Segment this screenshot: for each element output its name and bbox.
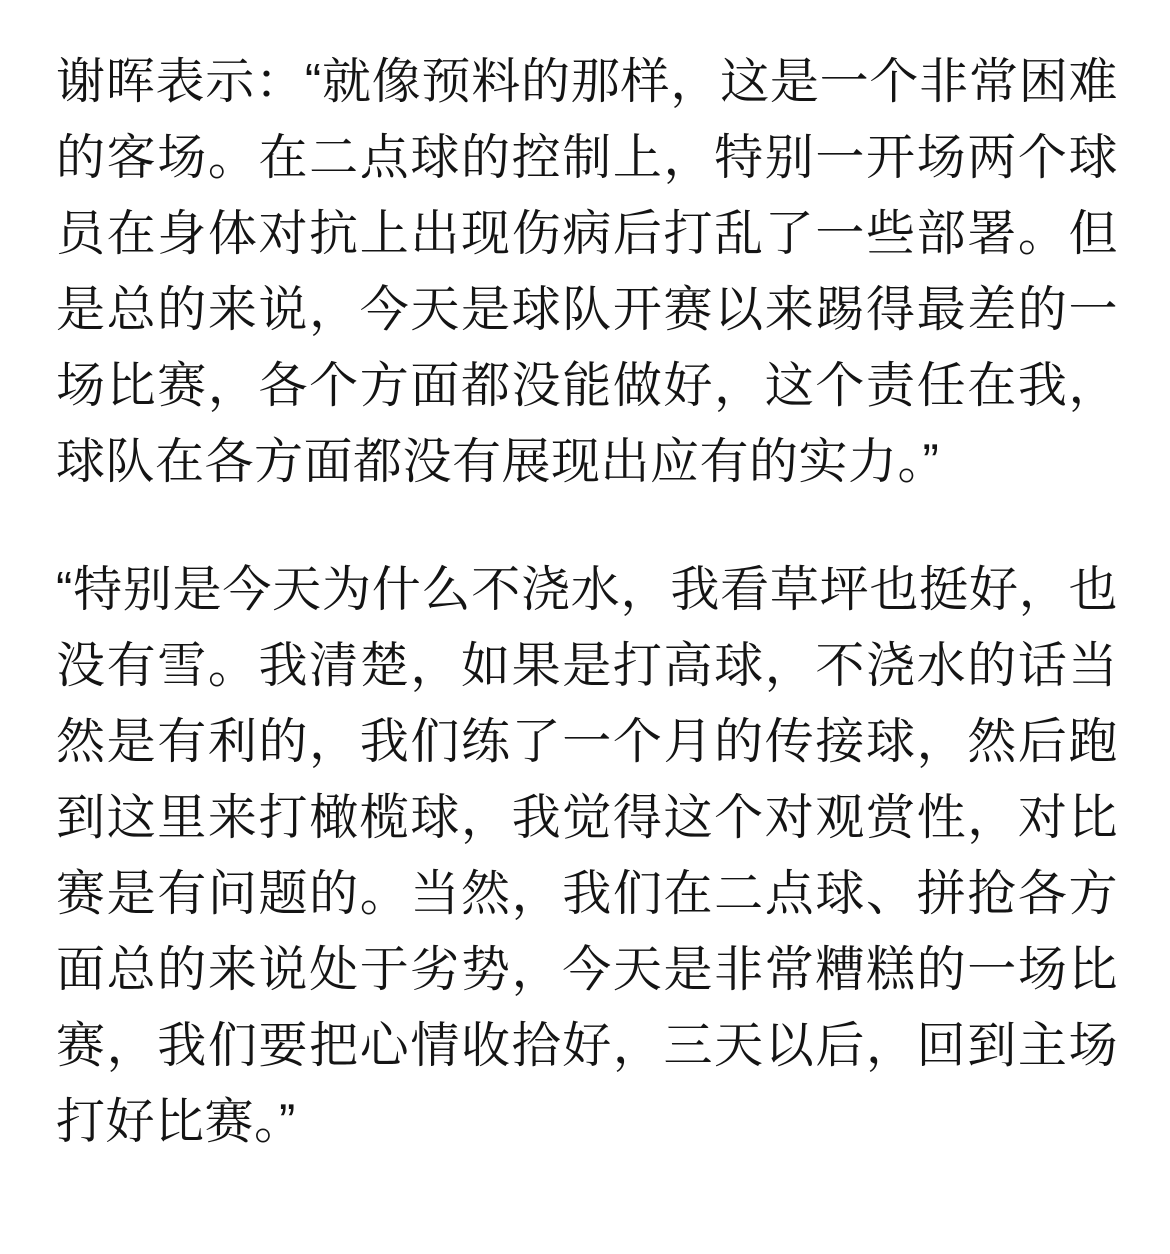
article-body	[56, 44, 1118, 1160]
article-paragraph-1: 谢晖表示：“就像预料的那样，这是一个非常困难的客场。在二点球的控制上，特别一开场两个球员在身体对抗上出现伤病后打乱了一些部署。但是总的来说，今天是球队开赛以来踢得最差的一场比赛，各个方面都没能做好，这个责任在我，球队在各方面都没有展现出应有的实力。”	[56, 55, 1118, 489]
article-paragraph-2: “特别是今天为什么不浇水，我看草坪也挺好，也没有雪。我清楚，如果是打高球，不浇水的话当然是有利的，我们练了一个月的传接球，然后跑到这里来打橄榄球，我觉得这个对观赏性，对比赛是有问题的。当然，我们在二点球、拼抢各方面总的来说处于劣势，今天是非常糟糕的一场比赛，我们要把心情收拾好，三天以后，回到主场打好比赛。”	[56, 563, 1118, 1149]
